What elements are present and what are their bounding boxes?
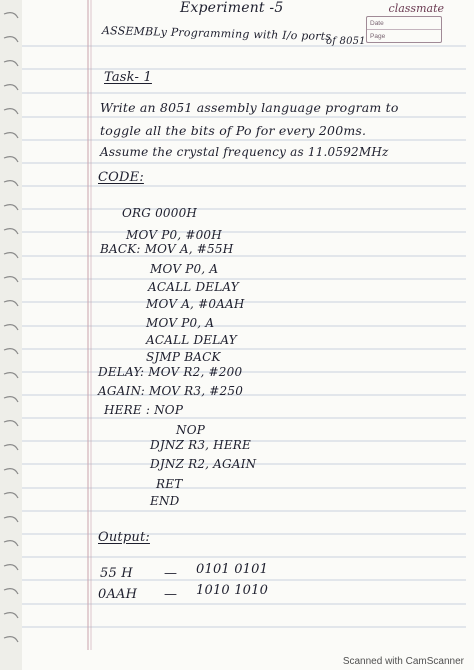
code-line: BACK: MOV A, #55H (100, 242, 234, 256)
code-line: AGAIN: MOV R3, #250 (98, 384, 244, 398)
output-label-0aah: 0AAH (98, 587, 138, 602)
scanner-watermark: Scanned with CamScanner (342, 656, 464, 667)
task-line-3: Assume the crystal frequency as 11.0592MHz (100, 145, 389, 159)
brand-logo: classmate (388, 2, 444, 15)
code-line: MOV P0, A (146, 316, 215, 330)
output-value-0aah: 1010 1010 (196, 583, 269, 598)
code-line: MOV A, #0AAH (146, 297, 245, 311)
output-dash: — (164, 587, 178, 602)
task-line-2: toggle all the bits of Po for every 200ms. (100, 123, 367, 138)
code-line: DELAY: MOV R2, #200 (98, 365, 243, 379)
code-line: RET (156, 477, 183, 491)
page-label: Page (367, 29, 441, 42)
code-heading: CODE: (98, 170, 144, 185)
page-title: Experiment -5 (180, 0, 284, 16)
output-dash: — (164, 566, 178, 581)
page-subtitle-suffix: of 8051 (326, 36, 366, 47)
date-page-box (366, 16, 442, 43)
code-line: HERE : NOP (104, 403, 184, 417)
code-line: SJMP BACK (146, 350, 221, 364)
output-heading: Output: (98, 530, 150, 545)
code-line: NOP (176, 423, 206, 437)
output-label-55h: 55 H (100, 566, 133, 581)
code-line: DJNZ R3, HERE (150, 438, 252, 452)
code-line: MOV P0, #00H (126, 228, 222, 242)
code-line: DJNZ R2, AGAIN (150, 457, 257, 471)
task-heading: Task- 1 (104, 70, 152, 85)
code-line: ACALL DELAY (148, 280, 239, 294)
code-line: END (150, 494, 180, 508)
code-line: ORG 0000H (122, 206, 198, 220)
spiral-binding (0, 0, 22, 670)
output-value-55h: 0101 0101 (196, 562, 269, 577)
page-subtitle: ASSEMBLy Programming with I/o ports (101, 24, 332, 43)
code-line: ACALL DELAY (146, 333, 237, 347)
task-line-1: Write an 8051 assembly language program to (100, 100, 399, 115)
code-line: MOV P0, A (150, 262, 219, 276)
date-label: Date (370, 19, 384, 27)
